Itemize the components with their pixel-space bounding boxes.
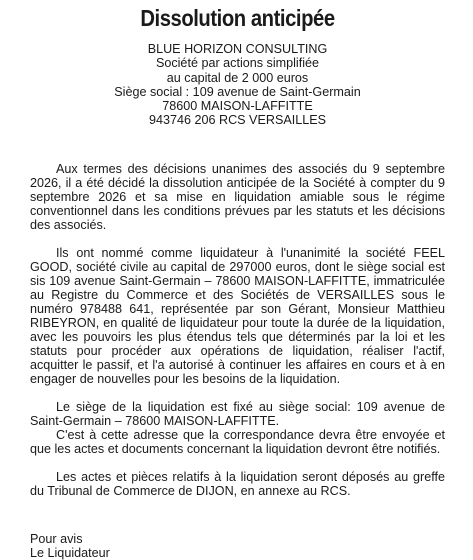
paragraph-liquidation-seat: Le siège de la liquidation est fixé au siège social: 109 avenue de Saint-Germain – 78600 MAISON-LAFFITTE. xyxy=(30,399,445,428)
paragraph-liquidator: Ils ont nommé comme liquidateur à l'unanimité la société FEEL GOOD, société civile au capital de 297000 euros, dont le siège social est sis 109 avenue Saint-Germain – 78600 MAISON-LAFFITTE, immatriculée au Registre du Commerce et des Sociétés de VERSAILLES sous le numéro 978488 641, représentée par son Gérant, Monsieur Matthieu RIBEYRON, en qualité de liquidateur pour toute la durée de la liquidation, avec les pouvoirs les plus étendus tels que déterminés par la loi et les statuts pour procéder aux opérations de liquidation, réaliser l'actif, acquitter le passif, et l'a autorisé à continuer les affaires en cours et à en engager de nouvelles pour les besoins de la liquidation. xyxy=(30,245,445,386)
company-header xyxy=(30,42,445,128)
company-rcs: 943746 206 RCS VERSAILLES xyxy=(148,113,327,128)
paragraph-filing: Les actes et pièces relatifs à la liquidation seront déposés au greffe du Tribunal de Commerce de DIJON, en annexe au RCS. xyxy=(30,469,445,498)
company-siege: Siège social : 109 avenue de Saint-Germain xyxy=(114,84,361,99)
company-name: BLUE HORIZON CONSULTING xyxy=(147,42,328,56)
paragraph-dissolution: Aux termes des décisions unanimes des associés du 9 septembre 2026, il a été décidé la dissolution anticipée de la Société à compter du 9 septembre 2026 et sa mise en liquidation amiable sous le régime conventionnel dans les conditions prévues par les statuts et les décisions des associés. xyxy=(30,161,445,232)
notice-title: Dissolution anticipée xyxy=(140,5,335,31)
company-capital: au capital de 2 000 euros xyxy=(166,70,309,85)
signoff xyxy=(30,532,445,560)
company-city: 78600 MAISON-LAFFITTE xyxy=(162,99,313,114)
company-form: Société par actions simplifiée xyxy=(155,56,320,71)
signoff-line-1: Pour avis xyxy=(30,531,83,546)
signoff-line-2: Le Liquidateur xyxy=(30,545,110,560)
paragraph-correspondence: C'est à cette adresse que la correspondance devra être envoyée et que les actes et documents concernant la liquidation devront être notifiés. xyxy=(30,427,445,456)
